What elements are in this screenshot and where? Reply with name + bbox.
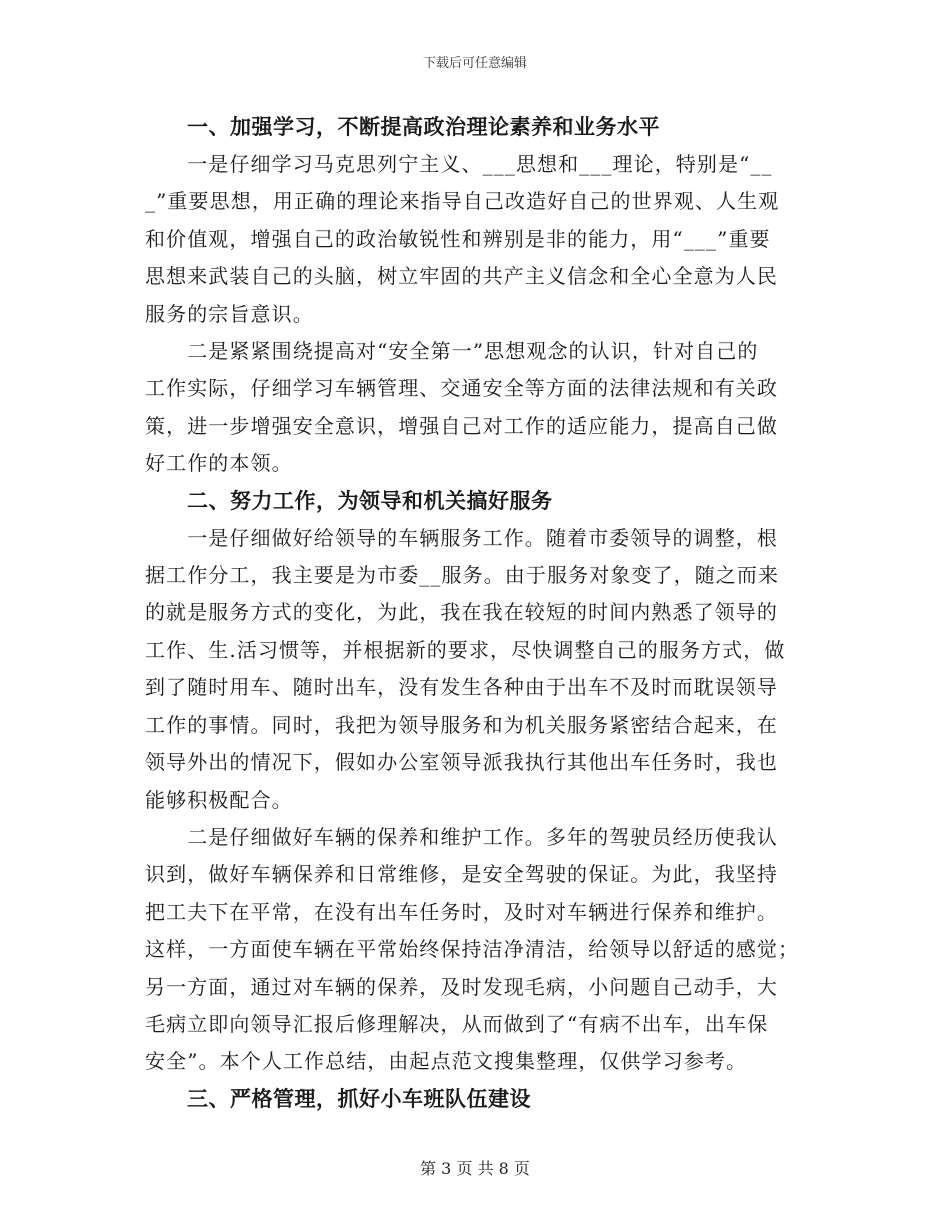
text-line: _”重要思想，用正确的理论来指导自己改造好自己的世界观、人生观 bbox=[145, 189, 780, 214]
body-paragraph bbox=[145, 520, 805, 819]
page-header: 下载后可任意编辑 bbox=[422, 56, 527, 71]
text-line: 二是紧紧围绕提高对“安全第一”思想观念的认识，针对自己的 bbox=[145, 339, 759, 364]
text-line: 工作、生.活习惯等，并根据新的要求，尽快调整自己的服务方式，做 bbox=[145, 637, 786, 662]
document-body bbox=[145, 109, 805, 1118]
text-line: 据工作分工，我主要是为市委__服务。由于服务对象变了，随之而来 bbox=[145, 563, 780, 588]
body-paragraph bbox=[145, 146, 805, 333]
text-line: 的就是服务方式的变化，为此，我在我在较短的时间内熟悉了领导的 bbox=[145, 600, 778, 625]
text-line: 一是仔细学习马克思列宁主义、___思想和___理论，特别是“__ bbox=[145, 152, 773, 176]
text-line: 到了随时用车、随时出车，没有发生各种由于出车不及时而耽误领导 bbox=[145, 675, 778, 700]
text-line: 把工夫下在平常，在没有出车任务时，及时对车辆进行保养和维护。 bbox=[145, 899, 778, 924]
section-heading: 三、严格管理，抓好小车班队伍建设 bbox=[187, 1086, 531, 1111]
text-line: 一是仔细做好给领导的车辆服务工作。随着市委领导的调整，根 bbox=[145, 525, 778, 550]
text-line: 这样，一方面使车辆在平常始终保持洁净清洁，给领导以舒适的感觉； bbox=[145, 937, 800, 962]
text-line: 和价值观，增强自己的政治敏锐性和辨别是非的能力，用“___”重要 bbox=[145, 226, 771, 251]
text-line: 工作的事情。同时，我把为领导服务和为机关服务紧密结合起来，在 bbox=[145, 712, 778, 737]
text-line: 策，进一步增强安全意识，增强自己对工作的适应能力，提高自己做 bbox=[145, 413, 778, 438]
page-number: 第 3 页 共 8 页 bbox=[420, 1159, 530, 1178]
body-paragraph bbox=[145, 819, 805, 1081]
text-line: 领导外出的情况下，假如办公室领导派我执行其他出车任务时，我也 bbox=[145, 750, 778, 775]
text-line: 服务的宗旨意识。 bbox=[145, 301, 314, 326]
section-heading: 一、加强学习，不断提高政治理论素养和业务水平 bbox=[187, 115, 660, 139]
text-line: 另一方面，通过对车辆的保养，及时发现毛病，小问题自己动手，大 bbox=[145, 974, 778, 999]
text-line: 好工作的本领。 bbox=[145, 451, 293, 476]
text-line: 毛病立即向领导汇报后修理解决，从而做到了“有病不出车，出车保 bbox=[145, 1011, 769, 1036]
text-line: 能够积极配合。 bbox=[145, 787, 293, 812]
text-line: 思想来武装自己的头脑，树立牢固的共产主义信念和全心全意为人民 bbox=[145, 264, 778, 289]
text-line: 工作实际，仔细学习车辆管理、交通安全等方面的法律法规和有关政 bbox=[145, 376, 778, 401]
text-line: 安全”。本个人工作总结，由起点范文搜集整理，仅供学习参考。 bbox=[145, 1049, 748, 1074]
text-line: 二是仔细做好车辆的保养和维护工作。多年的驾驶员经历使我认 bbox=[145, 824, 778, 849]
section-heading: 二、努力工作，为领导和机关搞好服务 bbox=[187, 488, 553, 513]
text-line: 识到，做好车辆保养和日常维修，是安全驾驶的保证。为此，我坚持 bbox=[145, 862, 778, 887]
body-paragraph bbox=[145, 333, 805, 483]
